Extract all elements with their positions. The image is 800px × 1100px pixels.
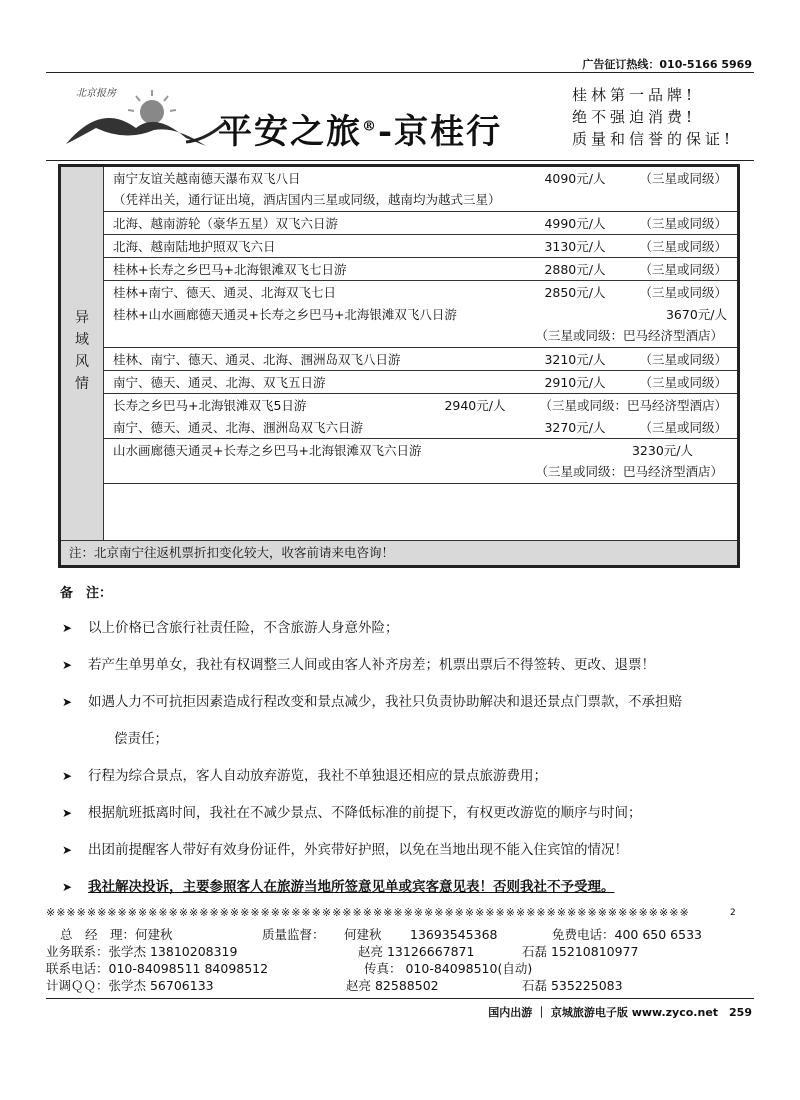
- remark-item: [62, 610, 752, 647]
- route-row: [103, 167, 737, 212]
- business-contact-1: 业务联系：张学杰 13810208319: [46, 944, 238, 959]
- route-row: [103, 394, 737, 439]
- page-footer: 国内出游 ｜ 京城旅游电子版 www.zyco.net 259: [488, 1006, 752, 1019]
- remark-item: [62, 795, 752, 832]
- route-price: 4090元/人: [544, 171, 606, 186]
- route-price: 2910元/人: [544, 375, 606, 390]
- logo-text: 北京报房: [76, 88, 116, 99]
- remark-text: 出团前提醒客人带好有效身份证件，外宾带好护照，以免在当地出现不能入住宾馆的情况！: [88, 842, 628, 858]
- route-price: 3130元/人: [544, 239, 606, 254]
- route-hotel: （三星或同级）: [639, 216, 727, 231]
- brand-title: [218, 104, 502, 153]
- brand-name: 平安之旅: [218, 112, 362, 152]
- remark-text-cont: 偿责任；: [114, 731, 168, 747]
- route-price: 3270元/人: [544, 420, 606, 435]
- remark-text: 若产生单男单女，我社有权调整三人间或由客人补齐房差；机票出票后不得签转、更改、退票！: [88, 657, 655, 673]
- contact-row: [46, 943, 754, 960]
- route-hotel: （三星或同级）: [639, 239, 727, 254]
- arrow-bullet-icon: ➤: [62, 806, 73, 820]
- route-line: [113, 167, 727, 189]
- route-line: [113, 348, 727, 370]
- route-hotel: （三星或同级）: [639, 262, 727, 277]
- remarks-list: [62, 610, 752, 906]
- route-name: 桂林+长寿之乡巴马+北海银滩双飞七日游: [113, 262, 347, 277]
- quality-name: 何建秋: [344, 927, 382, 942]
- remark-item: [62, 684, 752, 758]
- slogan-2: 绝不强迫消费!: [571, 108, 696, 126]
- route-detail: （三星或同级：巴马经济型酒店）: [535, 328, 723, 343]
- qq-2: 赵亮 82588502: [346, 978, 439, 993]
- route-row: [103, 258, 737, 281]
- arrow-bullet-icon: ➤: [62, 658, 73, 672]
- route-row: [103, 348, 737, 371]
- remark-item: [62, 647, 752, 684]
- business-contact-3: 石磊 15210810977: [522, 944, 639, 959]
- manager: 总 经 理：何建秋: [60, 927, 173, 942]
- route-hotel: （三星或同级）: [639, 420, 727, 435]
- quality-label: 质量监督：: [262, 927, 325, 942]
- route-row: [103, 281, 737, 348]
- arrow-bullet-icon: ➤: [62, 769, 73, 783]
- route-row: [103, 371, 737, 394]
- free-phone: 免费电话：400 650 6533: [552, 927, 702, 942]
- route-price: 2880元/人: [544, 262, 606, 277]
- route-line: [113, 235, 727, 257]
- route-name: 桂林、南宁、德天、通灵、北海、涠洲岛双飞八日游: [113, 352, 401, 367]
- route-line: [113, 303, 727, 325]
- route-hotel: （三星或同级）: [639, 352, 727, 367]
- route-table: [58, 164, 740, 568]
- route-list: [103, 167, 737, 484]
- route-line: [113, 281, 727, 303]
- table-note: 注：北京南宁往返机票折扣变化较大，收客前请来电咨询！: [61, 540, 737, 565]
- route-price: 3670元/人: [665, 307, 727, 322]
- arrow-bullet-icon: ➤: [62, 843, 73, 857]
- divider-mark: 2: [730, 908, 736, 918]
- divider-top: [46, 72, 754, 73]
- route-name: 南宁、德天、通灵、北海、涠洲岛双飞六日游: [113, 420, 364, 435]
- route-name: 南宁友谊关越南德天瀑布双飞八日: [113, 171, 301, 186]
- route-row: [103, 212, 737, 235]
- remarks-title: 备 注：: [60, 586, 113, 601]
- qq-3: 石磊 535225083: [522, 978, 623, 993]
- route-name: 南宁、德天、通灵、北海、双飞五日游: [113, 375, 326, 390]
- remark-item: [62, 832, 752, 869]
- remark-text: 根据航班抵离时间，我社在不减少景点、不降低标准的前提下，有权更改游览的顺序与时间；: [88, 805, 642, 821]
- quality-phone: 13693545368: [410, 927, 498, 942]
- star-divider: ※※※※※※※※※※※※※※※※※※※※※※※※※※※※※※※※※※※※※※※※※※※※※※※※※※※※※※※※※※※※※※※: [46, 906, 690, 919]
- remark-item: [62, 758, 752, 795]
- route-hotel: （三星或同级：巴马经济型酒店）: [539, 398, 727, 413]
- route-name: 北海、越南游轮（豪华五星）双飞六日游: [113, 216, 339, 231]
- route-name: 桂林+南宁、德天、通灵、北海双飞七日: [113, 285, 336, 300]
- contact-block: [46, 926, 754, 994]
- divider-header: [46, 160, 754, 161]
- ad-hotline: 广告征订热线：010-5166 5969: [582, 58, 752, 71]
- route-line: [113, 394, 727, 416]
- remark-item: [62, 869, 752, 906]
- route-hotel: （三星或同级）: [639, 285, 727, 300]
- header: [46, 76, 754, 160]
- route-row: [103, 439, 737, 484]
- fax: 传真： 010-84098510(自动): [364, 961, 533, 976]
- remark-text: 行程为综合景点，客人自动放弃游览，我社不单独退还相应的景点旅游费用；: [88, 768, 547, 784]
- contact-row: [46, 960, 754, 977]
- route-price: 3210元/人: [544, 352, 606, 367]
- slogans: [572, 84, 734, 150]
- route-detail: （三星或同级：巴马经济型酒店）: [535, 464, 723, 479]
- route-hotel: （三星或同级）: [639, 375, 727, 390]
- route-name: 山水画廊德天通灵+长寿之乡巴马+北海银滩双飞六日游: [113, 443, 422, 458]
- slogan-3: 质量和信誉的保证!: [571, 130, 734, 148]
- route-price: 2850元/人: [544, 285, 606, 300]
- qq-1: 计调ＱＱ：张学杰 56706133: [46, 978, 214, 993]
- route-line: [113, 212, 727, 234]
- registered-mark: ®: [362, 118, 378, 135]
- arrow-bullet-icon: ➤: [62, 621, 73, 635]
- contact-row: [46, 977, 754, 994]
- phone: 联系电话：010-84098511 84098512: [46, 961, 269, 976]
- remark-text: 以上价格已含旅行社责任险，不含旅游人身意外险；: [88, 620, 399, 636]
- route-price: 2940元/人: [444, 398, 506, 413]
- route-line: [113, 416, 727, 438]
- contact-row: [46, 926, 754, 943]
- brand-suffix: -京桂行: [378, 112, 503, 152]
- remark-text: 我社解决投诉，主要参照客人在旅游当地所签意见单或宾客意见表！否则我社不予受理。: [88, 879, 615, 895]
- route-row: [103, 235, 737, 258]
- route-line: [113, 371, 727, 393]
- route-name: 长寿之乡巴马+北海银滩双飞5日游: [113, 398, 307, 413]
- divider-footer: [46, 998, 754, 999]
- business-contact-2: 赵亮 13126667871: [358, 944, 475, 959]
- arrow-bullet-icon: ➤: [62, 695, 73, 709]
- route-name: 北海、越南陆地护照双飞六日: [113, 239, 276, 254]
- remark-text: 如遇人力不可抗拒因素造成行程改变和景点减少，我社只负责协助解决和退还景点门票款，不承担赔: [88, 694, 682, 710]
- route-price: 3230元/人: [631, 443, 693, 458]
- side-label-text: 异域风情: [75, 310, 89, 392]
- slogan-1: 桂林第一品牌!: [571, 86, 696, 104]
- route-line: [113, 258, 727, 280]
- route-detail: （凭祥出关，通行证出境，酒店国内三星或同级，越南均为越式三星）: [113, 192, 501, 207]
- route-line: [113, 439, 727, 461]
- route-name: 桂林+山水画廊德天通灵+长寿之乡巴马+北海银滩双飞八日游: [113, 307, 457, 322]
- route-hotel: （三星或同级）: [639, 171, 727, 186]
- side-label: [61, 167, 104, 542]
- arrow-bullet-icon: ➤: [62, 880, 73, 894]
- route-price: 4990元/人: [544, 216, 606, 231]
- logo: [56, 82, 236, 154]
